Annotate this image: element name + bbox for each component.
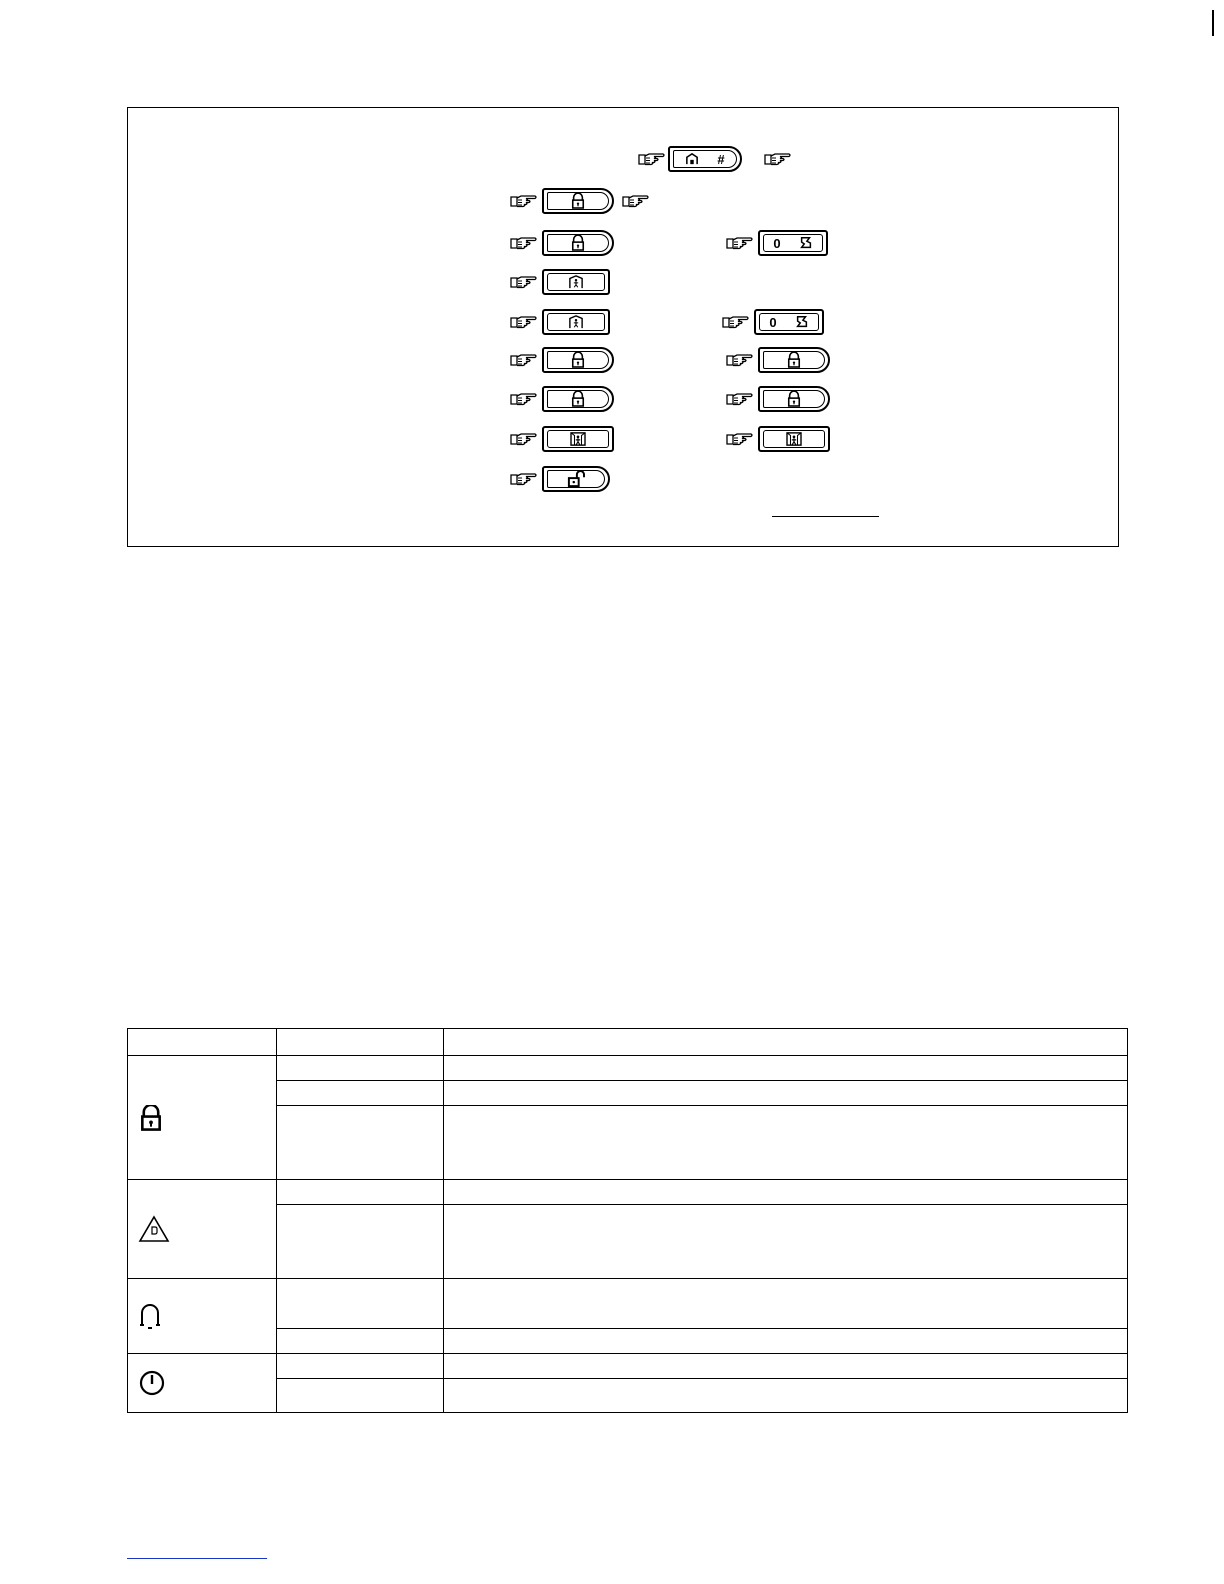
pointing-hand-icon <box>764 150 792 168</box>
panel-row-7 <box>510 384 614 414</box>
panel-row-6 <box>510 345 614 375</box>
away-lock-key[interactable] <box>542 347 614 373</box>
zero-bypass-key[interactable] <box>754 309 824 335</box>
lock-icon <box>571 352 585 368</box>
pointing-hand-icon <box>510 390 538 408</box>
table-cell <box>444 1180 1128 1205</box>
table-row <box>128 1180 1128 1205</box>
pointing-hand-icon <box>510 351 538 369</box>
table-row <box>128 1106 1128 1180</box>
page-edge-mark <box>1212 10 1214 36</box>
pointing-hand-icon <box>722 313 750 331</box>
lock-icon <box>571 193 585 209</box>
hash-label: # <box>717 151 725 167</box>
bypass-icon <box>799 236 813 250</box>
pointing-hand-icon <box>726 390 754 408</box>
table-header-row <box>128 1029 1128 1056</box>
pointing-hand-icon <box>510 430 538 448</box>
pointing-hand-icon <box>510 234 538 252</box>
table-cell <box>444 1106 1128 1180</box>
lock-icon <box>787 391 801 407</box>
table-cell <box>444 1354 1128 1379</box>
alarm-icon-cell <box>128 1180 277 1279</box>
person-door-icon <box>786 432 802 446</box>
panel-row-4 <box>510 267 610 297</box>
table-cell <box>444 1329 1128 1354</box>
zero-label: 0 <box>773 235 781 251</box>
person-door-icon <box>570 432 586 446</box>
away-lock-key[interactable] <box>542 188 614 214</box>
table-cell <box>277 1081 444 1106</box>
indicator-legend-table <box>127 1028 1128 1413</box>
lock-icon-cell <box>128 1056 277 1180</box>
table-cell <box>277 1180 444 1205</box>
away-lock-key[interactable] <box>542 386 614 412</box>
table-row <box>128 1379 1128 1413</box>
instant-key[interactable] <box>758 426 830 452</box>
person-house-icon <box>569 275 583 289</box>
zero-bypass-key[interactable] <box>758 230 828 256</box>
lock-icon <box>787 352 801 368</box>
panel-row-8 <box>510 424 614 454</box>
panel-row-8-right <box>726 424 830 454</box>
table-cell <box>277 1379 444 1413</box>
lock-icon <box>571 235 585 251</box>
table-row <box>128 1279 1128 1329</box>
away-lock-key[interactable] <box>758 386 830 412</box>
table-row <box>128 1354 1128 1379</box>
alarm-triangle-icon <box>138 1215 170 1243</box>
keypad-instructions-panel <box>127 107 1119 547</box>
away-lock-key[interactable] <box>542 230 614 256</box>
panel-row-2 <box>510 186 650 216</box>
table-cell <box>444 1379 1128 1413</box>
bell-icon <box>138 1301 162 1331</box>
table-cell <box>444 1056 1128 1081</box>
table-cell <box>444 1279 1128 1329</box>
header-cell <box>444 1029 1128 1056</box>
footer-link[interactable] <box>127 1558 267 1559</box>
underline-link[interactable] <box>772 516 879 517</box>
zero-label: 0 <box>769 314 777 330</box>
panel-row-3-right <box>726 228 828 258</box>
stay-key[interactable] <box>542 269 610 295</box>
panel-row-5 <box>510 307 610 337</box>
table-cell <box>277 1056 444 1081</box>
pointing-hand-icon <box>510 470 538 488</box>
table-cell <box>277 1279 444 1329</box>
table-cell <box>444 1081 1128 1106</box>
pointing-hand-icon <box>510 192 538 210</box>
table-row <box>128 1205 1128 1279</box>
bell-icon-cell <box>128 1279 277 1354</box>
panel-row-5-right <box>722 307 824 337</box>
table-row <box>128 1056 1128 1081</box>
pointing-hand-icon <box>622 192 650 210</box>
table-cell <box>277 1106 444 1180</box>
panel-row-9 <box>510 464 610 494</box>
stay-key[interactable] <box>542 309 610 335</box>
table-cell <box>277 1205 444 1279</box>
lock-icon <box>138 1105 164 1131</box>
home-hash-key[interactable] <box>668 146 742 172</box>
panel-row-3 <box>510 228 614 258</box>
pointing-hand-icon <box>638 150 666 168</box>
power-icon-cell <box>128 1354 277 1413</box>
panel-row-7-right <box>726 384 830 414</box>
person-house-icon <box>569 315 583 329</box>
bypass-icon <box>795 315 809 329</box>
pointing-hand-icon <box>510 313 538 331</box>
disarm-key[interactable] <box>542 466 610 492</box>
panel-row-6-right <box>726 345 830 375</box>
table-row <box>128 1329 1128 1354</box>
instant-key[interactable] <box>542 426 614 452</box>
pointing-hand-icon <box>510 273 538 291</box>
table-cell <box>444 1205 1128 1279</box>
header-cell <box>277 1029 444 1056</box>
unlock-icon <box>567 471 585 487</box>
pointing-hand-icon <box>726 234 754 252</box>
table-row <box>128 1081 1128 1106</box>
pointing-hand-icon <box>726 351 754 369</box>
lock-icon <box>571 391 585 407</box>
table-cell <box>277 1329 444 1354</box>
power-icon <box>138 1369 166 1397</box>
table-cell <box>277 1354 444 1379</box>
header-cell <box>128 1029 277 1056</box>
away-lock-key[interactable] <box>758 347 830 373</box>
panel-row-1 <box>638 144 792 174</box>
pointing-hand-icon <box>726 430 754 448</box>
house-icon <box>685 153 699 165</box>
